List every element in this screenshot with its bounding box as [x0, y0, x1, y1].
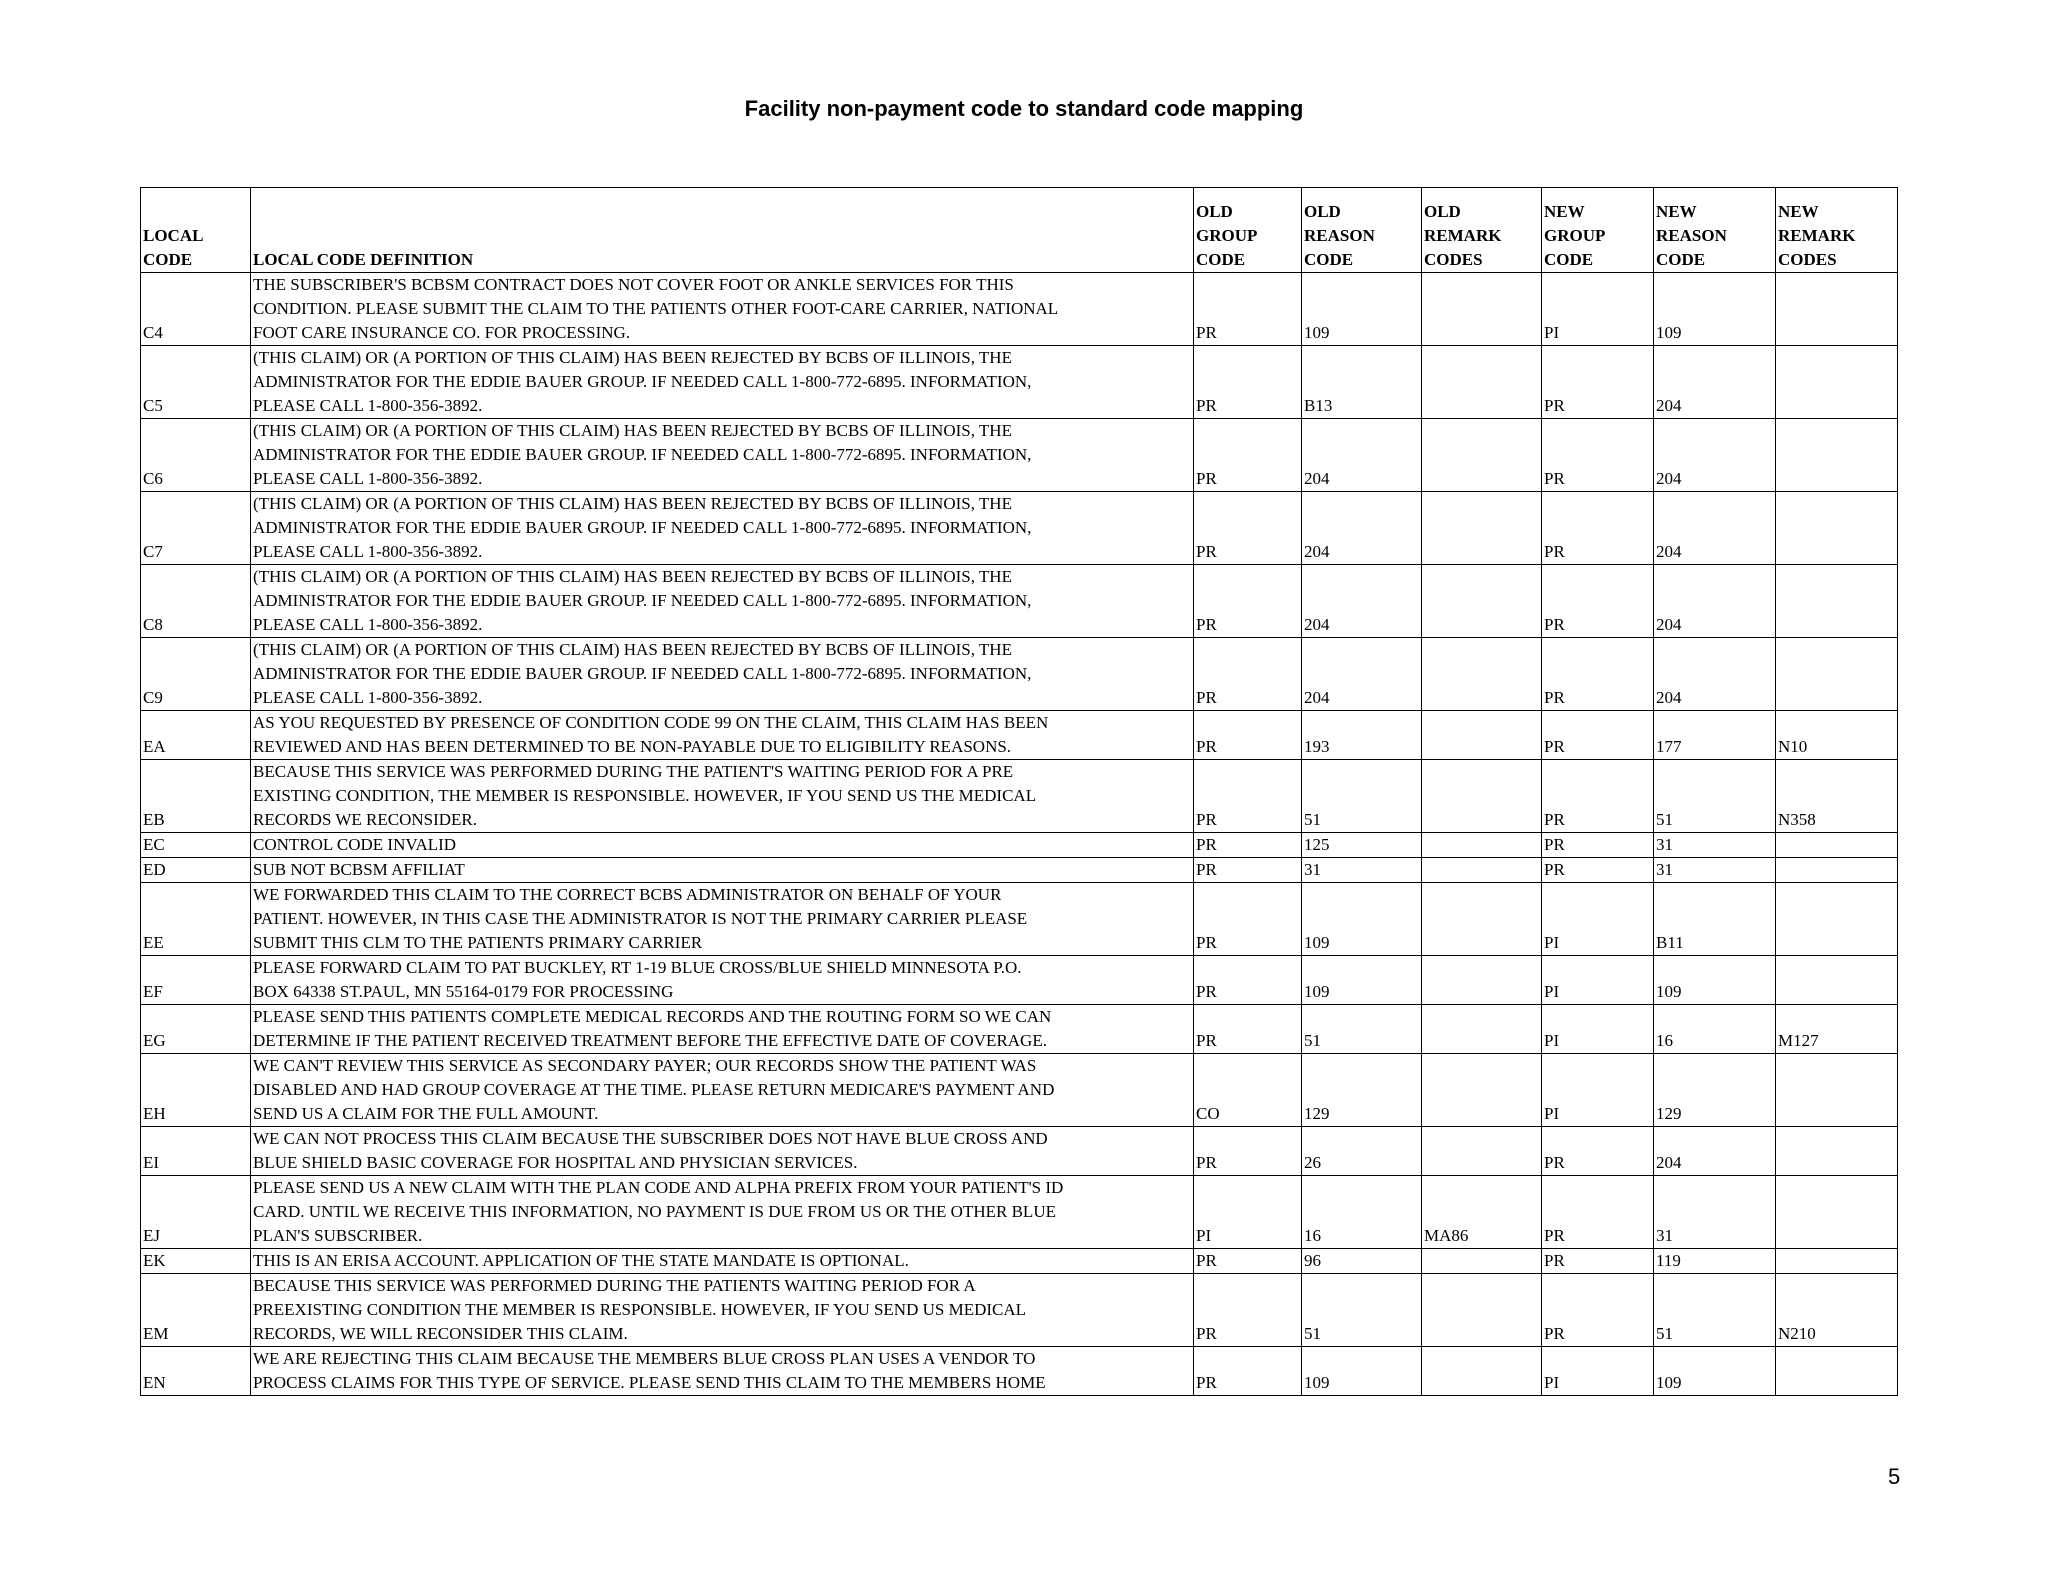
- definition-line: SUBMIT THIS CLM TO THE PATIENTS PRIMARY CARRIER: [253, 933, 703, 952]
- new-group-cell: PI: [1542, 1054, 1654, 1127]
- old-reason-cell: 109: [1302, 1347, 1422, 1396]
- old-remark-cell: [1422, 419, 1542, 492]
- local-code-definition-cell: [251, 833, 1194, 858]
- local-code-definition-cell: [251, 492, 1194, 565]
- local-code-definition-cell: [251, 858, 1194, 883]
- table-row: [141, 711, 1898, 760]
- old-reason-cell: 204: [1302, 638, 1422, 711]
- local-code-cell: C4: [141, 273, 251, 346]
- new-reason-cell: 204: [1654, 492, 1776, 565]
- definition-line: (THIS CLAIM) OR (A PORTION OF THIS CLAIM) HAS BEEN REJECTED BY BCBS OF ILLINOIS, THE: [253, 567, 1012, 586]
- definition-line: PROCESS CLAIMS FOR THIS TYPE OF SERVICE. PLEASE SEND THIS CLAIM TO THE MEMBERS HOME: [253, 1373, 1046, 1392]
- definition-line: PREEXISTING CONDITION THE MEMBER IS RESPONSIBLE. HOWEVER, IF YOU SEND US MEDICAL: [253, 1300, 1027, 1319]
- definition-line: CONDITION. PLEASE SUBMIT THE CLAIM TO THE PATIENTS OTHER FOOT-CARE CARRIER, NATIONAL: [253, 299, 1059, 318]
- old-remark-cell: [1422, 1005, 1542, 1054]
- new-remark-cell: [1776, 1054, 1898, 1127]
- new-remark-cell: [1776, 1249, 1898, 1274]
- new-reason-cell: 31: [1654, 833, 1776, 858]
- definition-line: RECORDS WE RECONSIDER.: [253, 810, 478, 829]
- old-remark-cell: [1422, 638, 1542, 711]
- local-code-cell: EE: [141, 883, 251, 956]
- old-reason-cell: 109: [1302, 956, 1422, 1005]
- old-group-cell: PR: [1194, 833, 1302, 858]
- old-reason-cell: 109: [1302, 883, 1422, 956]
- table-row: [141, 1054, 1898, 1127]
- old-remark-cell: [1422, 833, 1542, 858]
- new-remark-cell: [1776, 833, 1898, 858]
- definition-line: ADMINISTRATOR FOR THE EDDIE BAUER GROUP. IF NEEDED CALL 1-800-772-6895. INFORMATION,: [253, 591, 1032, 610]
- new-group-cell: PR: [1542, 638, 1654, 711]
- new-reason-cell: 16: [1654, 1005, 1776, 1054]
- old-group-cell: PR: [1194, 492, 1302, 565]
- old-reason-cell: 193: [1302, 711, 1422, 760]
- new-group-cell: PR: [1542, 858, 1654, 883]
- old-remark-cell: [1422, 273, 1542, 346]
- local-code-definition-cell: [251, 1054, 1194, 1127]
- local-code-definition-cell: [251, 273, 1194, 346]
- old-group-cell: PR: [1194, 883, 1302, 956]
- new-reason-cell: 109: [1654, 956, 1776, 1005]
- header-new-reason-code: NEW REASON CODE: [1654, 188, 1776, 273]
- table-row: [141, 1249, 1898, 1274]
- local-code-cell: EI: [141, 1127, 251, 1176]
- new-group-cell: PI: [1542, 1005, 1654, 1054]
- new-group-cell: PR: [1542, 565, 1654, 638]
- local-code-cell: EJ: [141, 1176, 251, 1249]
- new-group-cell: PR: [1542, 711, 1654, 760]
- table-row: [141, 492, 1898, 565]
- local-code-cell: C8: [141, 565, 251, 638]
- old-reason-cell: 26: [1302, 1127, 1422, 1176]
- local-code-cell: C6: [141, 419, 251, 492]
- old-reason-cell: 204: [1302, 565, 1422, 638]
- new-group-cell: PR: [1542, 1127, 1654, 1176]
- new-remark-cell: [1776, 273, 1898, 346]
- header-new-remark-codes: NEW REMARK CODES: [1776, 188, 1898, 273]
- table-row: [141, 273, 1898, 346]
- old-reason-cell: 31: [1302, 858, 1422, 883]
- header-old-reason-code: OLD REASON CODE: [1302, 188, 1422, 273]
- table-row: [141, 760, 1898, 833]
- definition-line: PLAN'S SUBSCRIBER.: [253, 1226, 423, 1245]
- new-remark-cell: N210: [1776, 1274, 1898, 1347]
- old-group-cell: PR: [1194, 1274, 1302, 1347]
- header-new-group-code: NEW GROUP CODE: [1542, 188, 1654, 273]
- table-body: [141, 273, 1898, 1396]
- old-group-cell: PI: [1194, 1176, 1302, 1249]
- new-group-cell: PI: [1542, 956, 1654, 1005]
- new-group-cell: PR: [1542, 760, 1654, 833]
- definition-line: CONTROL CODE INVALID: [253, 835, 457, 854]
- table-row: [141, 419, 1898, 492]
- new-reason-cell: B11: [1654, 883, 1776, 956]
- definition-line: RECORDS, WE WILL RECONSIDER THIS CLAIM.: [253, 1324, 628, 1343]
- old-reason-cell: 204: [1302, 492, 1422, 565]
- new-reason-cell: 204: [1654, 346, 1776, 419]
- old-reason-cell: B13: [1302, 346, 1422, 419]
- local-code-cell: EM: [141, 1274, 251, 1347]
- local-code-definition-cell: [251, 1127, 1194, 1176]
- new-reason-cell: 129: [1654, 1054, 1776, 1127]
- old-reason-cell: 51: [1302, 1274, 1422, 1347]
- old-remark-cell: [1422, 760, 1542, 833]
- local-code-cell: C5: [141, 346, 251, 419]
- old-remark-cell: [1422, 1274, 1542, 1347]
- new-group-cell: PR: [1542, 419, 1654, 492]
- definition-line: WE ARE REJECTING THIS CLAIM BECAUSE THE MEMBERS BLUE CROSS PLAN USES A VENDOR TO: [253, 1349, 1036, 1368]
- new-group-cell: PI: [1542, 1347, 1654, 1396]
- definition-line: (THIS CLAIM) OR (A PORTION OF THIS CLAIM) HAS BEEN REJECTED BY BCBS OF ILLINOIS, THE: [253, 640, 1012, 659]
- new-group-cell: PI: [1542, 273, 1654, 346]
- definition-line: BECAUSE THIS SERVICE WAS PERFORMED DURING THE PATIENT'S WAITING PERIOD FOR A PRE: [253, 762, 1014, 781]
- definition-line: ADMINISTRATOR FOR THE EDDIE BAUER GROUP. IF NEEDED CALL 1-800-772-6895. INFORMATION,: [253, 664, 1032, 683]
- old-remark-cell: [1422, 1347, 1542, 1396]
- new-remark-cell: [1776, 1127, 1898, 1176]
- table-row: [141, 346, 1898, 419]
- old-reason-cell: 125: [1302, 833, 1422, 858]
- definition-line: (THIS CLAIM) OR (A PORTION OF THIS CLAIM) HAS BEEN REJECTED BY BCBS OF ILLINOIS, THE: [253, 494, 1012, 513]
- local-code-definition-cell: [251, 1176, 1194, 1249]
- new-group-cell: PR: [1542, 833, 1654, 858]
- old-reason-cell: 16: [1302, 1176, 1422, 1249]
- local-code-cell: ED: [141, 858, 251, 883]
- new-group-cell: PR: [1542, 492, 1654, 565]
- definition-line: BOX 64338 ST.PAUL, MN 55164-0179 FOR PROCESSING: [253, 982, 674, 1001]
- old-group-cell: PR: [1194, 273, 1302, 346]
- new-remark-cell: [1776, 956, 1898, 1005]
- old-remark-cell: [1422, 956, 1542, 1005]
- old-remark-cell: [1422, 858, 1542, 883]
- page-number: 5: [1888, 1464, 1901, 1489]
- old-remark-cell: [1422, 1054, 1542, 1127]
- new-remark-cell: [1776, 492, 1898, 565]
- definition-line: ADMINISTRATOR FOR THE EDDIE BAUER GROUP. IF NEEDED CALL 1-800-772-6895. INFORMATION,: [253, 518, 1032, 537]
- definition-line: FOOT CARE INSURANCE CO. FOR PROCESSING.: [253, 323, 631, 342]
- local-code-definition-cell: [251, 346, 1194, 419]
- old-reason-cell: 129: [1302, 1054, 1422, 1127]
- local-code-definition-cell: [251, 565, 1194, 638]
- new-reason-cell: 51: [1654, 1274, 1776, 1347]
- local-code-cell: EC: [141, 833, 251, 858]
- old-group-cell: PR: [1194, 1249, 1302, 1274]
- old-group-cell: PR: [1194, 956, 1302, 1005]
- local-code-definition-cell: [251, 883, 1194, 956]
- old-reason-cell: 51: [1302, 1005, 1422, 1054]
- definition-line: PLEASE FORWARD CLAIM TO PAT BUCKLEY, RT 1-19 BLUE CROSS/BLUE SHIELD MINNESOTA P.O.: [253, 958, 1022, 977]
- definition-line: WE FORWARDED THIS CLAIM TO THE CORRECT BCBS ADMINISTRATOR ON BEHALF OF YOUR: [253, 885, 1002, 904]
- new-group-cell: PI: [1542, 883, 1654, 956]
- new-remark-cell: [1776, 1176, 1898, 1249]
- local-code-definition-cell: [251, 419, 1194, 492]
- page-title: Facility non-payment code to standard code mapping: [744, 96, 1304, 121]
- definition-line: REVIEWED AND HAS BEEN DETERMINED TO BE NON-PAYABLE DUE TO ELIGIBILITY REASONS.: [253, 737, 1012, 756]
- table-row: [141, 638, 1898, 711]
- table-row: [141, 833, 1898, 858]
- old-group-cell: PR: [1194, 1127, 1302, 1176]
- new-reason-cell: 204: [1654, 419, 1776, 492]
- local-code-definition-cell: [251, 1005, 1194, 1054]
- definition-line: CARD. UNTIL WE RECEIVE THIS INFORMATION, NO PAYMENT IS DUE FROM US OR THE OTHER BLUE: [253, 1202, 1056, 1221]
- new-remark-cell: [1776, 346, 1898, 419]
- new-remark-cell: N10: [1776, 711, 1898, 760]
- definition-line: PLEASE CALL 1-800-356-3892.: [253, 542, 483, 561]
- definition-line: PLEASE CALL 1-800-356-3892.: [253, 469, 483, 488]
- definition-line: AS YOU REQUESTED BY PRESENCE OF CONDITION CODE 99 ON THE CLAIM, THIS CLAIM HAS BEEN: [253, 713, 1049, 732]
- table-row: [141, 1347, 1898, 1396]
- local-code-cell: C7: [141, 492, 251, 565]
- local-code-cell: EA: [141, 711, 251, 760]
- old-remark-cell: [1422, 565, 1542, 638]
- old-remark-cell: [1422, 1127, 1542, 1176]
- definition-line: (THIS CLAIM) OR (A PORTION OF THIS CLAIM) HAS BEEN REJECTED BY BCBS OF ILLINOIS, THE: [253, 421, 1012, 440]
- new-remark-cell: N358: [1776, 760, 1898, 833]
- new-reason-cell: 204: [1654, 565, 1776, 638]
- new-group-cell: PR: [1542, 1249, 1654, 1274]
- definition-line: SEND US A CLAIM FOR THE FULL AMOUNT.: [253, 1104, 599, 1123]
- new-reason-cell: 119: [1654, 1249, 1776, 1274]
- new-reason-cell: 109: [1654, 273, 1776, 346]
- local-code-definition-cell: [251, 1274, 1194, 1347]
- definition-line: THE SUBSCRIBER'S BCBSM CONTRACT DOES NOT COVER FOOT OR ANKLE SERVICES FOR THIS: [253, 275, 1014, 294]
- old-reason-cell: 96: [1302, 1249, 1422, 1274]
- old-group-cell: PR: [1194, 858, 1302, 883]
- table-row: [141, 1127, 1898, 1176]
- table-row: [141, 1176, 1898, 1249]
- old-group-cell: PR: [1194, 1005, 1302, 1054]
- definition-line: PATIENT. HOWEVER, IN THIS CASE THE ADMINISTRATOR IS NOT THE PRIMARY CARRIER PLEASE: [253, 909, 1028, 928]
- new-remark-cell: [1776, 638, 1898, 711]
- definition-line: BLUE SHIELD BASIC COVERAGE FOR HOSPITAL AND PHYSICIAN SERVICES.: [253, 1153, 858, 1172]
- local-code-cell: EB: [141, 760, 251, 833]
- new-reason-cell: 204: [1654, 638, 1776, 711]
- definition-line: PLEASE CALL 1-800-356-3892.: [253, 396, 483, 415]
- old-remark-cell: MA86: [1422, 1176, 1542, 1249]
- definition-line: PLEASE SEND US A NEW CLAIM WITH THE PLAN CODE AND ALPHA PREFIX FROM YOUR PATIENT'S ID: [253, 1178, 1064, 1197]
- old-reason-cell: 51: [1302, 760, 1422, 833]
- old-reason-cell: 204: [1302, 419, 1422, 492]
- local-code-cell: EG: [141, 1005, 251, 1054]
- old-remark-cell: [1422, 711, 1542, 760]
- definition-line: THIS IS AN ERISA ACCOUNT. APPLICATION OF THE STATE MANDATE IS OPTIONAL.: [253, 1251, 909, 1270]
- definition-line: PLEASE CALL 1-800-356-3892.: [253, 688, 483, 707]
- old-remark-cell: [1422, 346, 1542, 419]
- header-old-remark-codes: OLD REMARK CODES: [1422, 188, 1542, 273]
- new-group-cell: PR: [1542, 1274, 1654, 1347]
- table-row: [141, 1274, 1898, 1347]
- old-group-cell: PR: [1194, 711, 1302, 760]
- definition-line: WE CAN'T REVIEW THIS SERVICE AS SECONDARY PAYER; OUR RECORDS SHOW THE PATIENT WAS: [253, 1056, 1037, 1075]
- new-reason-cell: 51: [1654, 760, 1776, 833]
- new-group-cell: PR: [1542, 346, 1654, 419]
- new-remark-cell: [1776, 883, 1898, 956]
- local-code-cell: EH: [141, 1054, 251, 1127]
- definition-line: BECAUSE THIS SERVICE WAS PERFORMED DURING THE PATIENTS WAITING PERIOD FOR A: [253, 1276, 976, 1295]
- table-row: [141, 1005, 1898, 1054]
- local-code-definition-cell: [251, 1347, 1194, 1396]
- definition-line: ADMINISTRATOR FOR THE EDDIE BAUER GROUP. IF NEEDED CALL 1-800-772-6895. INFORMATION,: [253, 445, 1032, 464]
- new-remark-cell: [1776, 419, 1898, 492]
- definition-line: WE CAN NOT PROCESS THIS CLAIM BECAUSE THE SUBSCRIBER DOES NOT HAVE BLUE CROSS AND: [253, 1129, 1048, 1148]
- local-code-cell: EK: [141, 1249, 251, 1274]
- old-group-cell: PR: [1194, 346, 1302, 419]
- definition-line: ADMINISTRATOR FOR THE EDDIE BAUER GROUP. IF NEEDED CALL 1-800-772-6895. INFORMATION,: [253, 372, 1032, 391]
- old-group-cell: PR: [1194, 565, 1302, 638]
- definition-line: PLEASE SEND THIS PATIENTS COMPLETE MEDICAL RECORDS AND THE ROUTING FORM SO WE CAN: [253, 1007, 1052, 1026]
- table-row: [141, 956, 1898, 1005]
- old-group-cell: PR: [1194, 760, 1302, 833]
- old-group-cell: PR: [1194, 419, 1302, 492]
- local-code-cell: EF: [141, 956, 251, 1005]
- new-reason-cell: 31: [1654, 1176, 1776, 1249]
- definition-line: DISABLED AND HAD GROUP COVERAGE AT THE TIME. PLEASE RETURN MEDICARE'S PAYMENT AND: [253, 1080, 1055, 1099]
- new-remark-cell: [1776, 565, 1898, 638]
- local-code-cell: C9: [141, 638, 251, 711]
- definition-line: (THIS CLAIM) OR (A PORTION OF THIS CLAIM) HAS BEEN REJECTED BY BCBS OF ILLINOIS, THE: [253, 348, 1012, 367]
- definition-line: DETERMINE IF THE PATIENT RECEIVED TREATMENT BEFORE THE EFFECTIVE DATE OF COVERAGE.: [253, 1031, 1047, 1050]
- local-code-definition-cell: [251, 638, 1194, 711]
- table-row: [141, 565, 1898, 638]
- local-code-cell: EN: [141, 1347, 251, 1396]
- new-remark-cell: [1776, 1347, 1898, 1396]
- code-mapping-table: [140, 187, 1898, 1396]
- old-reason-cell: 109: [1302, 273, 1422, 346]
- table-row: [141, 858, 1898, 883]
- header-old-group-code: OLD GROUP CODE: [1194, 188, 1302, 273]
- old-group-cell: PR: [1194, 1347, 1302, 1396]
- old-remark-cell: [1422, 883, 1542, 956]
- local-code-definition-cell: [251, 711, 1194, 760]
- definition-line: SUB NOT BCBSM AFFILIAT: [253, 860, 465, 879]
- new-remark-cell: [1776, 858, 1898, 883]
- old-remark-cell: [1422, 1249, 1542, 1274]
- definition-line: EXISTING CONDITION, THE MEMBER IS RESPONSIBLE. HOWEVER, IF YOU SEND US THE MEDICAL: [253, 786, 1037, 805]
- old-remark-cell: [1422, 492, 1542, 565]
- table-header-row: [141, 188, 1898, 273]
- new-remark-cell: M127: [1776, 1005, 1898, 1054]
- local-code-definition-cell: [251, 956, 1194, 1005]
- new-reason-cell: 31: [1654, 858, 1776, 883]
- header-local-code-definition: LOCAL CODE DEFINITION: [251, 188, 1194, 273]
- old-group-cell: PR: [1194, 638, 1302, 711]
- new-reason-cell: 177: [1654, 711, 1776, 760]
- header-local-code: LOCAL CODE: [141, 188, 251, 273]
- definition-line: PLEASE CALL 1-800-356-3892.: [253, 615, 483, 634]
- new-reason-cell: 204: [1654, 1127, 1776, 1176]
- old-group-cell: CO: [1194, 1054, 1302, 1127]
- table-row: [141, 883, 1898, 956]
- new-reason-cell: 109: [1654, 1347, 1776, 1396]
- local-code-definition-cell: [251, 760, 1194, 833]
- local-code-definition-cell: [251, 1249, 1194, 1274]
- new-group-cell: PR: [1542, 1176, 1654, 1249]
